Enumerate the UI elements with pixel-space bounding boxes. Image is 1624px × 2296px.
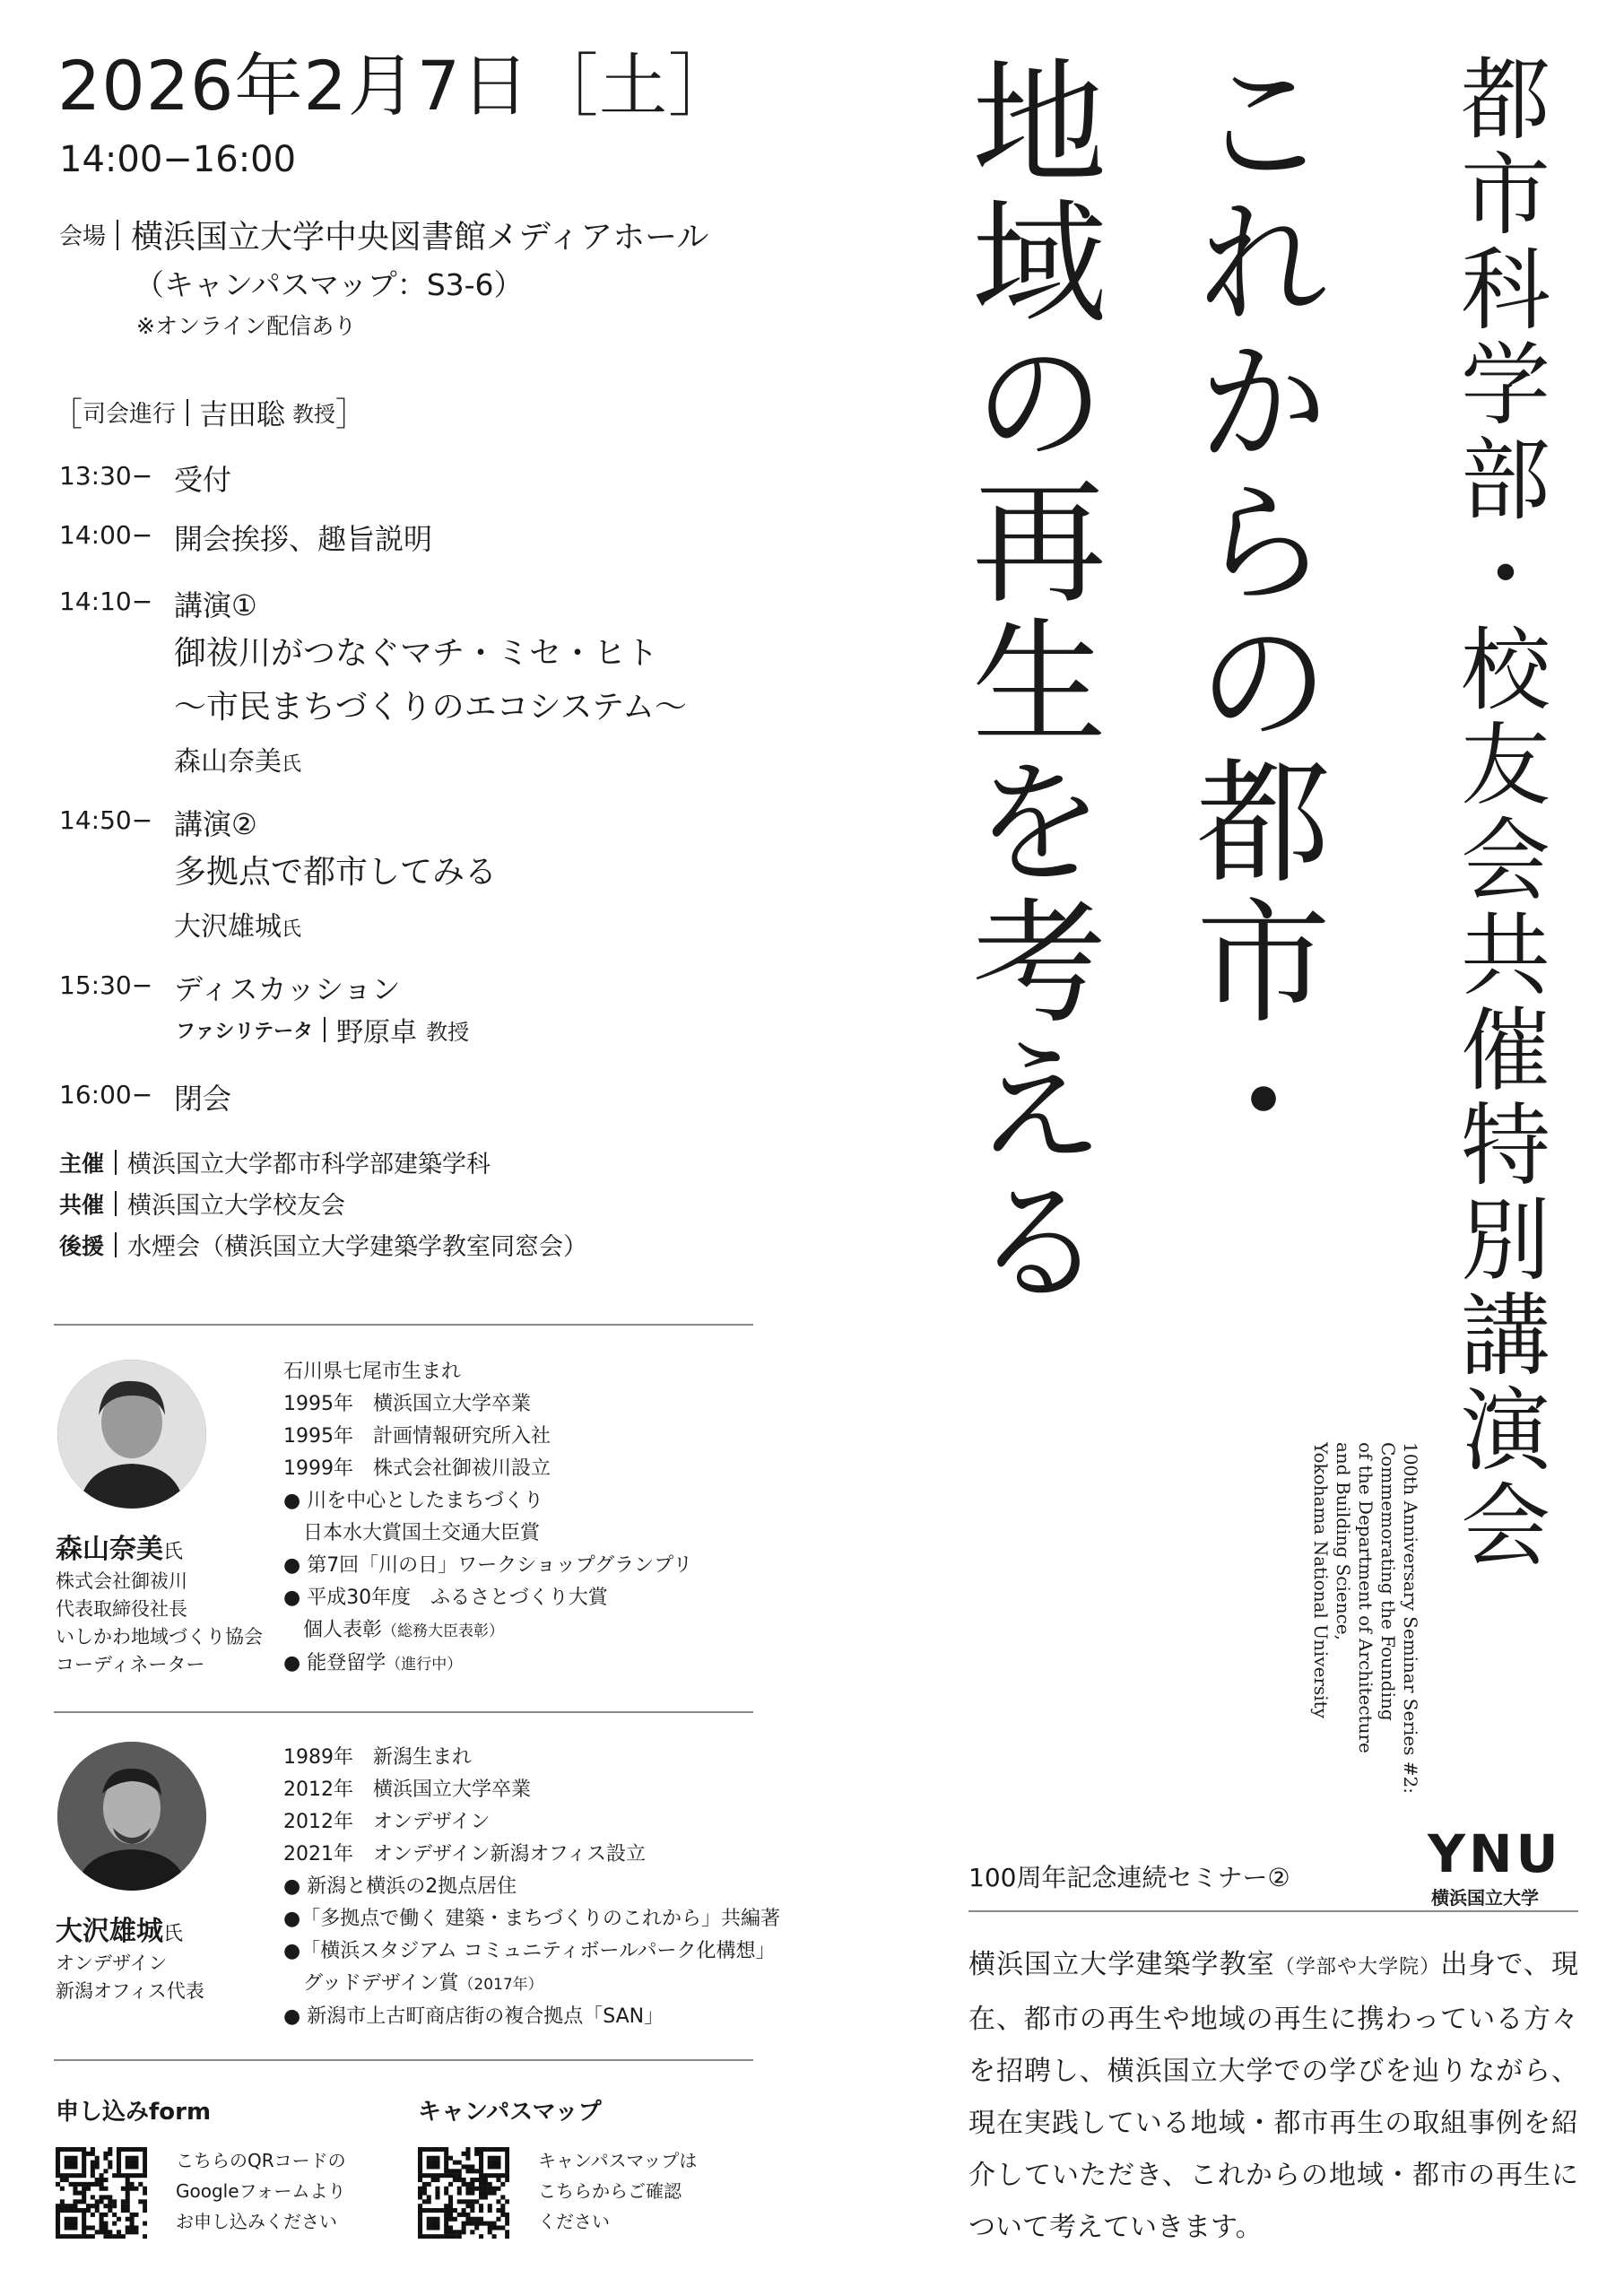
qr-code-icon[interactable] [418,2147,509,2239]
bio-line [283,1968,780,2001]
bio-line: ●「多拠点で働く 建築・まちづくりのこれから」共編著 [283,1908,780,1930]
honorific: 氏 [282,918,302,941]
bio-line [283,1388,692,1421]
seminar-series-label: 100周年記念連続セミナー② [968,1863,1290,1892]
event-subtitle: 都市科学部・校友会共催特別講演会 [1446,52,1550,1573]
main-title-line-1: これからの都市・ [1173,52,1329,1171]
campus-qr-code[interactable] [418,2147,509,2242]
co-label: 共催 [59,1191,105,1218]
schedule-time: 16:00− [59,1080,153,1109]
bio-line [283,1614,692,1648]
bio-line: ● 新潟市上古町商店街の複合拠点「SAN」 [283,2005,664,2028]
affiliation-line: いしかわ地域づくり協会 [56,1626,263,1648]
event-date: 2026年2月7日［土］ [57,46,738,126]
divider [115,1232,117,1257]
campus-line: キャンパスマップは [538,2150,698,2171]
organizer-host [59,1144,491,1179]
campus-map-instructions [538,2145,697,2237]
bio-year: 2021年 [283,1843,353,1866]
section-divider [968,1910,1578,1912]
co-name: 横浜国立大学校友会 [127,1192,346,1220]
divider [324,1017,326,1042]
host-label: 主催 [59,1150,105,1177]
bio-year: 1989年 [283,1746,353,1769]
mc-name: 吉田聡 [199,396,286,431]
affiliation-line: 株式会社御祓川 [56,1570,187,1592]
section-divider [54,2059,753,2061]
facilitator-label: ファシリテータ [176,1020,314,1043]
bio-year: 2012年 [283,1779,353,1801]
venue-name: 横浜国立大学中央図書館メディアホール [131,219,709,256]
bio-note: （進行中） [386,1656,463,1674]
english-line: Commemorating the Founding [1377,1442,1399,1721]
event-time: 14:00−16:00 [59,139,297,180]
bio-line: 日本水大賞国土交通大臣賞 [303,1522,541,1544]
intro-note: （学部や大学院） [1274,1956,1441,1979]
intro-paragraph [968,1939,1578,2254]
lecture-speaker [174,739,301,778]
apply-line: Googleフォームより [176,2180,346,2202]
venue-label: 会場 [59,223,107,250]
campus-line: こちらからご確認 [538,2180,682,2202]
divider [187,399,188,426]
portrait-image [57,1742,206,1891]
schedule-item: 講演② [174,807,257,841]
intro-text: 出身で、現在、都市の再生や地域の再生に携わっている方々を招聘し、横浜国立大学での学びを辿りながら、現在実践している地域・都市再生の取組事例を紹介していただき、これからの地域・都市の再生について考えていきます。 [968,1949,1579,2243]
bio-line: ●「横浜スタジアム コミュニティボールパーク化構想」 [283,1940,776,1962]
intro-text: 横浜国立大学建築学教室 [968,1949,1275,1980]
schedule-time: 14:10− [59,587,153,616]
bio-text: 計画情報研究所入社 [373,1425,551,1448]
support-name: 水煙会（横浜国立大学建築学教室同窓会） [127,1233,588,1261]
divider [117,220,118,250]
schedule-item: 開会挨拶、趣旨説明 [174,522,433,556]
schedule-time: 15:30− [59,970,153,1000]
speaker-affiliation [56,1950,204,2005]
organizer-co [59,1186,345,1221]
host-name: 横浜国立大学都市科学部建築学科 [127,1151,491,1178]
bio-line [283,1742,780,1774]
mc-title: 教授 [292,402,336,427]
campus-line: ください [538,2211,610,2232]
schedule-item: ディスカッション [174,972,401,1006]
bio-line: 石川県七尾市生まれ [283,1361,462,1383]
apply-instructions [176,2145,346,2237]
support-label: 後援 [59,1232,105,1259]
speaker-photo [57,1360,206,1509]
mc-label: 司会進行 [83,401,177,428]
bio-line [283,1421,692,1453]
venue-map-ref: （キャンパスマップ：S3-6） [135,267,524,302]
speaker-bio [283,1742,780,2033]
facilitator-row [176,1010,469,1049]
schedule-item: 受付 [174,463,232,497]
bio-line: ● 第7回「川の日」ワークショップグランプリ [283,1554,693,1577]
apply-qr-code[interactable] [56,2147,147,2242]
bio-year: 2012年 [283,1811,353,1833]
divider [115,1150,117,1175]
divider [115,1191,117,1216]
affiliation-line: 代表取締役社長 [56,1598,187,1620]
speaker-name [56,1526,183,1566]
university-name: 横浜国立大学 [1431,1887,1539,1909]
english-line: Yokohama National University [1310,1442,1332,1718]
english-line: of the Department of Architecture [1355,1442,1376,1753]
bio-line [283,1839,780,1871]
main-title-line-2: 地域の再生を考える [949,52,1105,1311]
lecture-title: 御祓川がつなぐマチ・ミセ・ヒト [174,635,659,672]
schedule-time: 14:50− [59,805,153,835]
bracket-close: ］ [335,396,369,433]
bracket-open: ［ [50,396,83,433]
speaker-bio [283,1356,692,1681]
bio-text: 横浜国立大学卒業 [373,1779,532,1801]
honorific: 氏 [163,1923,184,1945]
ynu-logo: YNU [1428,1823,1562,1884]
bio-line [283,1806,780,1839]
bio-year: 1995年 [283,1425,353,1448]
bio-text: オンデザイン [373,1811,491,1833]
online-note: ※オンライン配信あり [136,313,357,339]
bio-text: 株式会社御祓川設立 [373,1457,551,1480]
bio-line [283,1648,692,1681]
schedule-time: 13:30− [59,461,153,491]
portrait-image [57,1360,206,1509]
affiliation-line: 新潟オフィス代表 [56,1980,204,2002]
honorific: 氏 [163,1541,184,1563]
apply-line: こちらのQRコードの [176,2150,346,2171]
name-text: 森山奈美 [56,1534,163,1565]
venue-row [59,212,708,257]
bio-year: 1999年 [283,1457,353,1480]
bio-text: ● 能登留学 [283,1652,386,1674]
bio-note: （総務大臣表彰） [382,1622,505,1640]
bio-line: ● 新潟と横浜の2拠点居住 [283,1875,517,1898]
bio-text: 横浜国立大学卒業 [373,1393,532,1415]
speaker-name: 大沢雄城 [174,911,282,943]
affiliation-line: オンデザイン [56,1952,168,1974]
bio-line [283,1453,692,1485]
name-text: 大沢雄城 [56,1916,163,1947]
bio-text: オンデザイン新潟オフィス設立 [373,1843,647,1866]
lecture-speaker [174,904,301,944]
schedule-item: 閉会 [174,1082,232,1116]
english-subtitle [1309,1442,1421,1794]
campus-map-heading: キャンパスマップ [418,2099,602,2126]
bio-text: 新潟生まれ [373,1746,473,1769]
honorific: 氏 [282,753,302,776]
schedule-time: 14:00− [59,520,153,550]
bio-line [283,1774,780,1806]
apply-heading: 申し込みform [56,2099,212,2126]
bio-text: 個人表彰 [303,1619,383,1641]
speaker-photo [57,1742,206,1891]
qr-code-icon[interactable] [56,2147,147,2239]
section-divider [54,1324,753,1326]
english-line: and Building Science, [1333,1442,1354,1640]
section-divider [54,1711,753,1713]
speaker-affiliation [56,1568,263,1679]
speaker-name: 森山奈美 [174,746,282,778]
bio-line: ● 平成30年度 ふるさとづくり大賞 [283,1587,608,1609]
lecture-subtitle: 〜市民まちづくりのエコシステム〜 [174,689,688,726]
bio-line: ● 川を中心としたまちづくり [283,1490,543,1512]
facilitator-title: 教授 [426,1019,470,1045]
english-line: 100th Anniversary Seminar Series #2: [1400,1442,1421,1794]
organizer-support [59,1227,587,1262]
mc-row [50,389,368,435]
bio-text: グッドデザイン賞 [303,1972,459,1995]
bio-year: 1995年 [283,1393,353,1415]
facilitator-name: 野原卓 [336,1017,418,1048]
bio-note: （2017年） [458,1976,543,1994]
speaker-name [56,1909,183,1948]
apply-line: お申し込みください [176,2211,337,2232]
lecture-title: 多拠点で都市してみる [174,854,498,891]
affiliation-line: コーディネーター [56,1654,205,1675]
schedule-item: 講演① [174,588,257,622]
